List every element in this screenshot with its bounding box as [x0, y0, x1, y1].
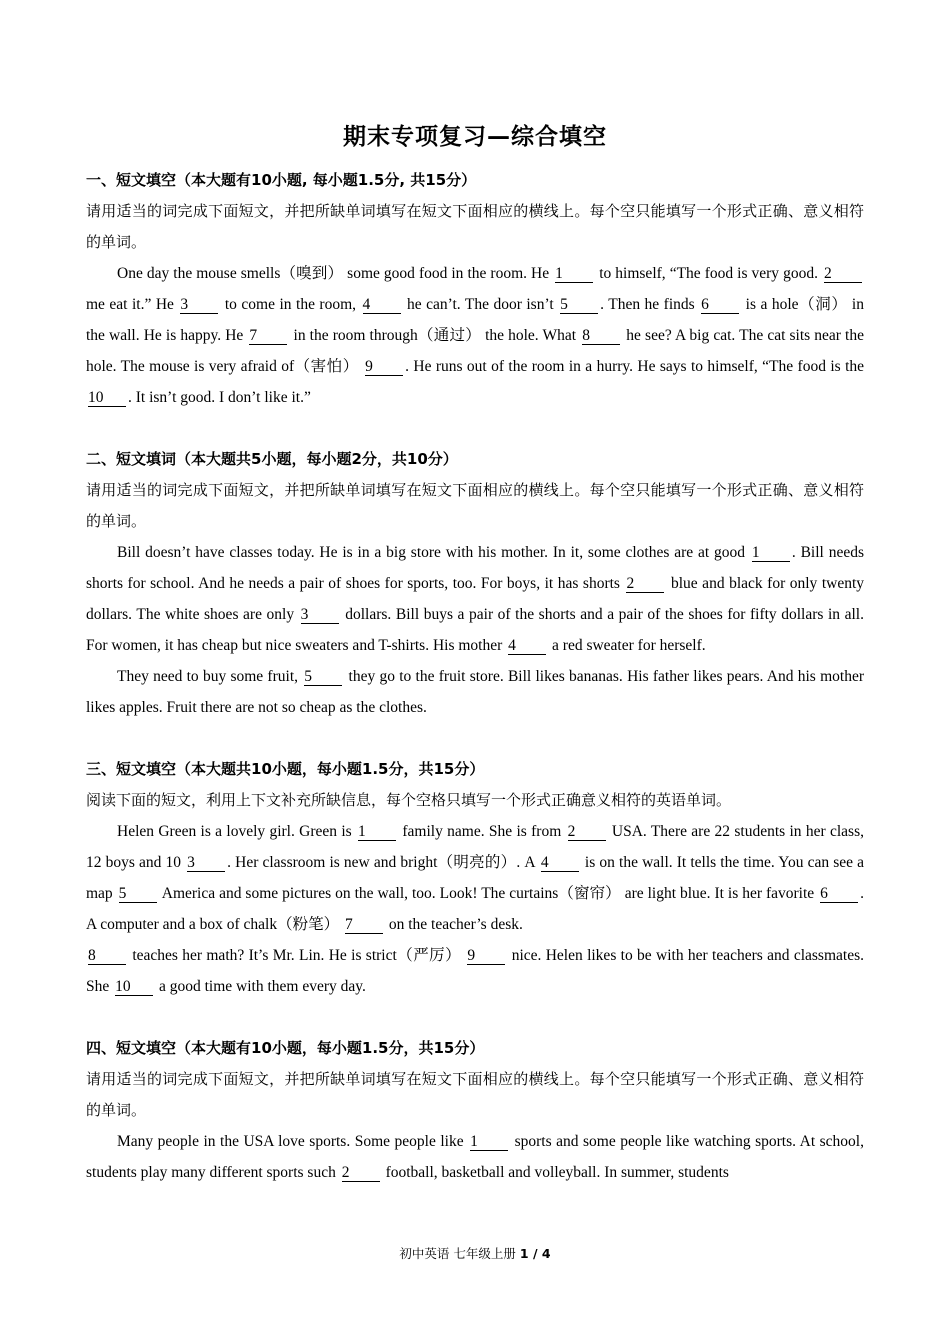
- answer-blank-7[interactable]: 7: [249, 327, 287, 345]
- passage-text: nice. Helen likes to be with her teachers and classmates. She: [86, 947, 864, 995]
- passage-text: . It isn’t good. I don’t like it.”: [128, 389, 311, 406]
- footer-course: 初中英语 七年级上册: [399, 1246, 516, 1261]
- passage-text: he can’t. The door isn’t: [402, 296, 559, 313]
- passage-text: . He runs out of the room in a hurry. He says to himself, “The food is the: [405, 358, 865, 375]
- answer-blank-2[interactable]: 2: [568, 823, 606, 841]
- section-4: [86, 1033, 864, 1188]
- passage-text: America and some pictures on the wall, too. Look! The curtains（窗帘） are light blue. It is her favorite: [158, 885, 819, 902]
- passage-text: USA. There are 22 students in her class, 12 boys and 10: [86, 823, 865, 871]
- answer-blank-6[interactable]: 6: [701, 296, 739, 314]
- passage-text: to himself, “The food is very good.: [595, 265, 822, 282]
- passage-text: family name. She is from: [398, 823, 566, 840]
- passage-text: is a hole（洞） in the wall. He is happy. He: [86, 296, 864, 344]
- passage-text: teaches her math? It’s Mr. Lin. He is strict（严厉）: [128, 947, 466, 964]
- answer-blank-2[interactable]: 2: [824, 265, 862, 283]
- page-footer: [0, 1244, 950, 1262]
- passage-text: a red sweater for herself.: [548, 637, 706, 654]
- passage-paragraph: [86, 1126, 864, 1188]
- passage-text: Many people in the USA love sports. Some people like: [117, 1133, 469, 1150]
- passage-text: me eat it.” He: [86, 296, 179, 313]
- footer-page-number: 1 / 4: [519, 1246, 551, 1261]
- answer-blank-2[interactable]: 2: [626, 575, 664, 593]
- passage-text: Helen Green is a lovely girl. Green is: [117, 823, 357, 840]
- passage-paragraph: [86, 258, 864, 413]
- answer-blank-8[interactable]: 8: [88, 947, 126, 965]
- passage-text: One day the mouse smells（嗅到） some good food in the room. He: [117, 265, 554, 282]
- answer-blank-5[interactable]: 5: [560, 296, 598, 314]
- passage-text: they go to the fruit store. Bill likes bananas. His father likes pears. And his mother likes apples. Fruit there are not so cheap as the clothes.: [86, 668, 864, 716]
- page-title: 期末专项复习—综合填空: [343, 124, 607, 150]
- answer-blank-2[interactable]: 2: [342, 1164, 380, 1182]
- section-2: [86, 444, 864, 723]
- passage-text: on the teacher’s desk.: [384, 916, 523, 933]
- answer-blank-5[interactable]: 5: [119, 885, 157, 903]
- section-instruction: 请用适当的词完成下面短文，并把所缺单词填写在短文下面相应的横线上。每个空只能填写一个形式正确、意义相符的单词。: [86, 481, 864, 530]
- passage-text: sports and some people like watching sports. At school, students play many different sports such: [86, 1133, 864, 1181]
- answer-blank-5[interactable]: 5: [304, 668, 342, 686]
- section-heading: 一、短文填空（本大题有10小题, 每小题1.5分, 共15分）: [86, 171, 477, 189]
- passage-text: to come in the room,: [220, 296, 361, 313]
- section-heading: 二、短文填词（本大题共5小题，每小题2分，共10分）: [86, 450, 458, 468]
- answer-blank-1[interactable]: 1: [470, 1133, 508, 1151]
- answer-blank-4[interactable]: 4: [363, 296, 401, 314]
- passage-text: blue and black for only twenty dollars. The white shoes are only: [86, 575, 865, 623]
- passage-text: dollars. Bill buys a pair of the shorts and a pair of the shoes for fifty dollars in all. For women, it has cheap but nice sweaters and T-shirts. His mother: [86, 606, 864, 654]
- answer-blank-1[interactable]: 1: [752, 544, 790, 562]
- answer-blank-3[interactable]: 3: [187, 854, 225, 872]
- passage-text: . A computer and a box of chalk（粉笔）: [86, 885, 864, 933]
- passage-text: is on the wall. It tells the time. You can see a map: [86, 854, 864, 902]
- answer-blank-3[interactable]: 3: [180, 296, 218, 314]
- passage-text: he see? A big cat. The cat sits near the hole. The mouse is very afraid of（害怕）: [86, 327, 864, 375]
- answer-blank-4[interactable]: 4: [541, 854, 579, 872]
- answer-blank-9[interactable]: 9: [365, 358, 403, 376]
- passage-text: . Her classroom is new and bright（明亮的）. A: [227, 854, 539, 871]
- answer-blank-9[interactable]: 9: [467, 947, 505, 965]
- passage-text: . Then he finds: [600, 296, 700, 313]
- section-heading: 四、短文填空（本大题有10小题，每小题1.5分，共15分）: [86, 1039, 485, 1057]
- section-3: [86, 754, 864, 1002]
- section-instruction: 请用适当的词完成下面短文，并把所缺单词填写在短文下面相应的横线上。每个空只能填写一个形式正确、意义相符的单词。: [86, 202, 864, 251]
- answer-blank-10[interactable]: 10: [88, 389, 126, 407]
- passage-text: in the room through（通过） the hole. What: [289, 327, 581, 344]
- passage-text: They need to buy some fruit,: [117, 668, 303, 685]
- section-instruction: 请用适当的词完成下面短文，并把所缺单词填写在短文下面相应的横线上。每个空只能填写一个形式正确、意义相符的单词。: [86, 1070, 864, 1119]
- answer-blank-1[interactable]: 1: [555, 265, 593, 283]
- passage-text: football, basketball and volleyball. In summer, students: [381, 1164, 729, 1181]
- answer-blank-10[interactable]: 10: [115, 978, 153, 996]
- passage-text: . Bill needs shorts for school. And he needs a pair of shoes for sports, too. For boys, it has shorts: [86, 544, 864, 592]
- answer-blank-7[interactable]: 7: [345, 916, 383, 934]
- section-1: [86, 165, 864, 413]
- answer-blank-3[interactable]: 3: [301, 606, 339, 624]
- passage-paragraph: [86, 661, 864, 723]
- passage-text: Bill doesn’t have classes today. He is in a big store with his mother. In it, some clothes are at good: [117, 544, 750, 561]
- answer-blank-4[interactable]: 4: [508, 637, 546, 655]
- answer-blank-1[interactable]: 1: [358, 823, 396, 841]
- answer-blank-8[interactable]: 8: [582, 327, 620, 345]
- answer-blank-6[interactable]: 6: [820, 885, 858, 903]
- passage-paragraph: [86, 537, 864, 661]
- passage-paragraph: [86, 816, 864, 940]
- document-page: [86, 118, 864, 1188]
- passage-text: a good time with them every day.: [155, 978, 366, 995]
- section-heading: 三、短文填空（本大题共10小题，每小题1.5分，共15分）: [86, 760, 485, 778]
- passage-paragraph: [86, 940, 864, 1002]
- section-instruction: 阅读下面的短文，利用上下文补充所缺信息，每个空格只填写一个形式正确意义相符的英语单词。: [86, 791, 732, 809]
